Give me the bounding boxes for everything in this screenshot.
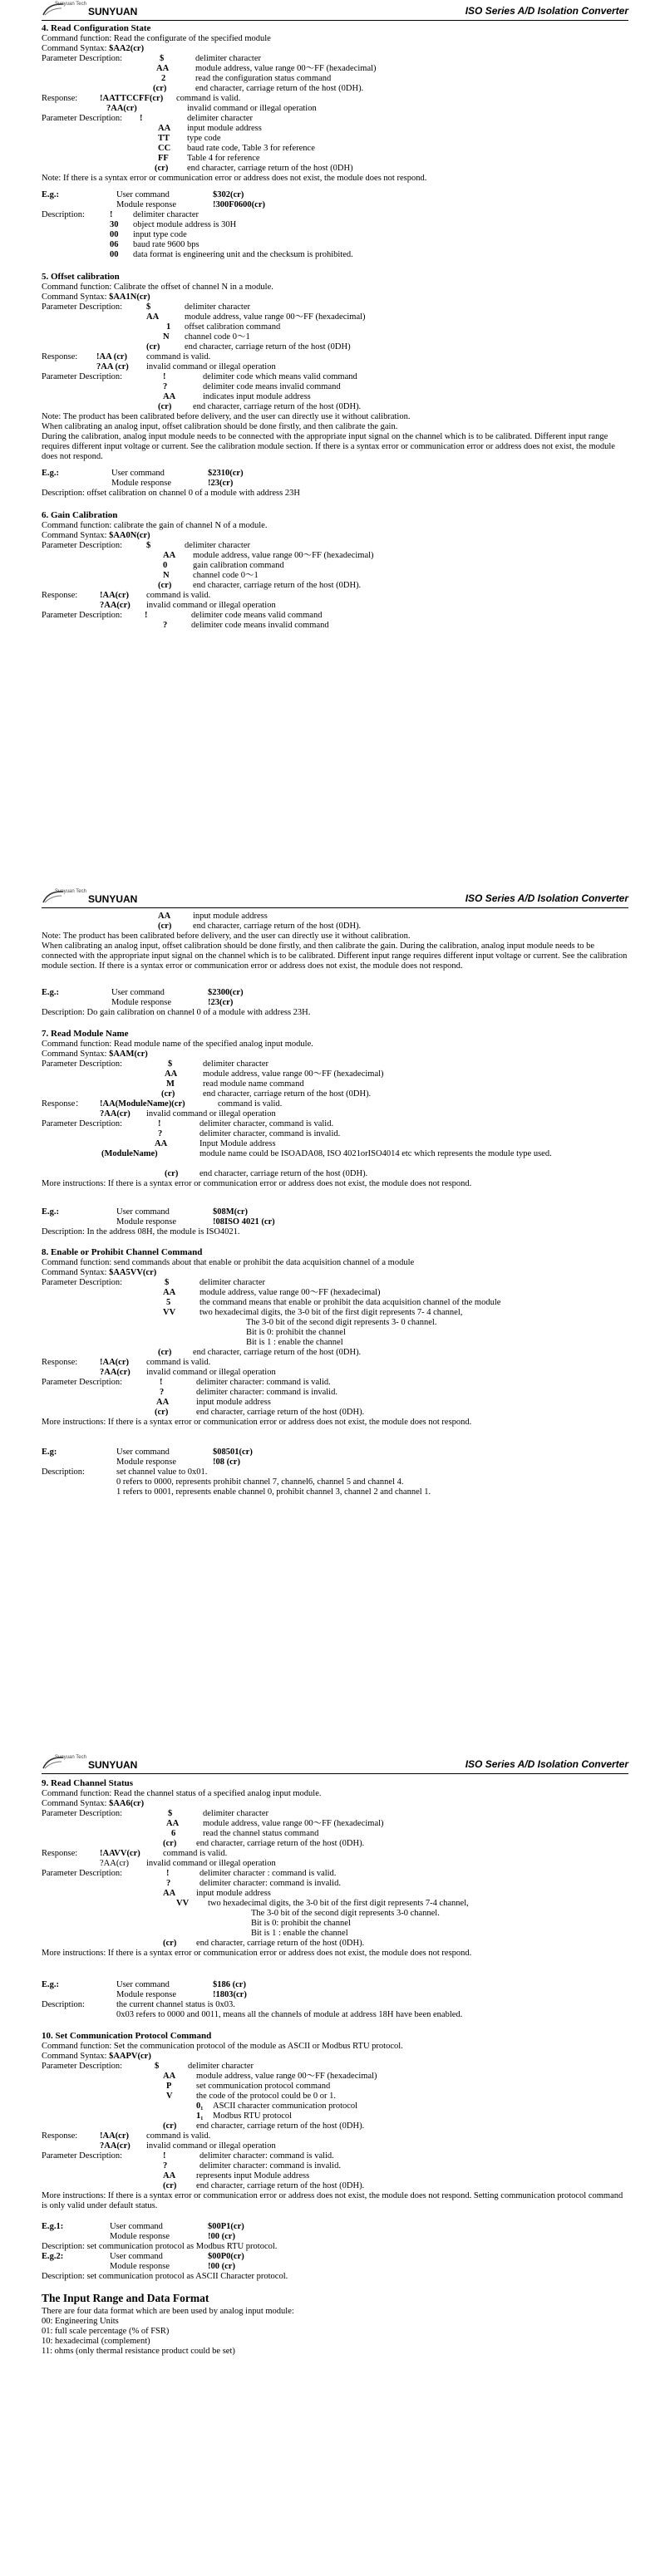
param-desc: channel code 0〜1 [185,332,250,342]
param-symbol: AA [163,2072,176,2081]
example-module-response: !1803(cr) [213,1990,247,1999]
param-symbol: CC [158,144,171,153]
command-syntax: Command Syntax: $AA1N(cr) [42,293,150,302]
page-header [42,2,628,21]
page-header [42,1755,628,1774]
param-symbol: $ [168,1809,173,1818]
example-response-label: Module response [111,479,172,488]
description-label: Description: [42,1467,85,1477]
param-desc: end character, carriage return of the host (0DH). [195,84,364,93]
param-symbol: (cr) [146,342,160,351]
param-symbol: AA [155,1139,168,1148]
param-desc: two hexadecimal digits, the 3-0 bit of the first digit represents 7- 4 channel, [200,1308,463,1317]
param-symbol: ? [163,382,168,391]
param-symbol: (cr) [161,1089,175,1099]
response-desc: invalid command or illegal operation [146,362,276,371]
example-module-response: !00 (cr) [208,2262,235,2271]
example-label: E.g.: [42,1980,59,1989]
section-title: 5. Offset calibration [42,272,120,282]
example-user-label: User command [116,190,170,199]
param-desc: end character, carriage return of the host (0DH) [185,342,351,351]
example-user-label: User command [116,1448,170,1457]
param-desc: end character, carriage return of the host (0DH). [196,2181,365,2190]
example-user-label: User command [116,1207,170,1217]
param-symbol: AA [156,64,170,73]
description: set channel value to 0x01. [116,1467,208,1477]
command-function: Command function: Set the communication protocol of the module as ASCII or Modbus RTU protocol. [42,2042,403,2051]
desc-symbol: ! [110,210,113,219]
param-symbol: P [166,2082,172,2091]
series-title: ISO Series A/D Isolation Converter [465,5,628,17]
param-desc: delimiter character [200,1278,265,1287]
param-symbol: (cr) [165,1169,179,1178]
param-desc: the code of the protocol could be 0 or 1. [196,2092,336,2101]
brand-small-text: Sunyuan Tech [55,889,86,894]
param-symbol: AA [146,312,160,322]
response-desc: command is valid. [176,94,241,103]
example-user-command: $00P0(cr) [208,2252,244,2261]
param-label: Parameter Description: [42,1119,123,1128]
param-symbol: 5 [166,1298,171,1307]
param-symbol: N [163,571,170,580]
param-desc: ASCII character communication protocol [213,2102,358,2111]
param-desc: delimiter character: command is valid. [200,2151,334,2161]
example-label: E.g.2: [42,2252,64,2261]
more-instructions: More instructions: If there is a syntax error or communication error or address does not exist, the module does not respond. [42,1949,472,1958]
command-function: Command function: calibrate the gain of channel N of a module. [42,521,268,530]
example-response-label: Module response [116,200,177,209]
series-title: ISO Series A/D Isolation Converter [465,1758,628,1770]
response-label: Response: [42,94,78,103]
param-desc: input module address [187,124,262,133]
response-code: ?AA(cr) [100,601,131,610]
description: Description: set communication protocol as Modbus RTU protocol. [42,2242,278,2251]
param-desc: The 3-0 bit of the second digit represents 3- 0 channel. [246,1318,437,1327]
example-response-label: Module response [116,1458,177,1467]
response-desc: invalid command or illegal operation [187,104,317,113]
param-symbol: VV [163,1308,176,1317]
response-desc: invalid command or illegal operation [146,1859,276,1868]
param-desc: end character, carriage return of the host (0DH). [203,1089,372,1099]
note: When calibrating an analog input, offset calibration should be done firstly, and then calibrate the gain. During the calibration, analog input module needs to be connected with the appropriate input signal on the channel which is to be calibrated. Different input range requires different input voltage or current. See the calibration module section. If there is a syntax error or communication error or address does not exist, the module does not respond. [42,941,628,971]
param-desc: module name could be ISOADA08, ISO 4021orISO4014 etc which represents the module type used. [200,1149,552,1158]
example-module-response: !00 (cr) [208,2232,235,2241]
command-syntax: Command Syntax: $AAPV(cr) [42,2052,151,2061]
desc-text: delimiter character [133,210,199,219]
note: During the calibration, analog input module needs to be connected with the appropriate input signal on the channel which is to be calibrated. Different input range requires different input voltage or current. See the calibration module section. If there is a syntax error or communication error or address does not exist, the module does not respond. [42,432,615,461]
param-desc: Bit is 0: prohibit the channel [246,1328,346,1337]
param-symbol: M [166,1079,175,1089]
note: When calibrating an analog input, offset calibration should be done firstly, and then calibrate the gain. [42,422,398,431]
param-desc: end character, carriage return of the host (0DH). [196,2121,365,2131]
param-desc: Input Module address [200,1139,276,1148]
response-code: ?AA(cr) [100,2141,131,2151]
param-desc: delimiter character: command is invalid. [200,2161,341,2170]
param-symbol: N [163,332,170,342]
example-user-label: User command [110,2222,163,2231]
param-label: Parameter Description: [42,1869,123,1878]
param-desc: module address, value range 00〜FF (hexadecimal) [193,551,374,560]
desc-symbol: 06 [110,240,119,249]
param-desc: end character, carriage return of the host (0DH). [196,1408,365,1417]
example-user-label: User command [111,469,165,478]
param-desc: delimiter character, command is valid. [200,1119,334,1128]
example-label: E.g.: [42,988,59,997]
example-user-command: $186 (cr) [213,1980,246,1989]
param-symbol: AA [165,1069,178,1079]
param-symbol: $ [165,1278,170,1287]
param-label: Parameter Description: [42,302,123,312]
note: Note: The product has been calibrated before delivery, and the user can directly use it without calibration. [42,932,411,941]
series-title: ISO Series A/D Isolation Converter [465,892,628,904]
example-user-label: User command [110,2252,163,2261]
example-user-label: User command [116,1980,170,1989]
param-desc: two hexadecimal digits, the 3-0 bit of the first digit represents 7-4 channel, [208,1899,469,1908]
response-desc: command is valid. [218,1099,283,1109]
param-desc: delimiter code means invalid command [203,382,341,391]
response-desc: invalid command or illegal operation [146,601,276,610]
param-symbol: (cr) [153,84,167,93]
param-desc: Modbus RTU protocol [213,2111,293,2121]
desc-symbol: 00 [110,250,119,259]
param-desc: delimiter character, command is invalid. [200,1129,341,1138]
brand-name: SUNYUAN [88,893,138,905]
param-label: Parameter Description: [42,541,123,550]
param-desc: module address, value range 00〜FF (hexadecimal) [185,312,366,322]
response-code: ?AA(cr) [100,1368,131,1377]
param-symbol: ? [158,1129,163,1138]
example-module-response: !300F0600(cr) [213,200,265,209]
param-symbol: AA [163,392,176,401]
command-syntax: Command Syntax: $AA0N(cr) [42,531,150,540]
param-desc: gain calibration command [193,561,284,570]
example-response-label: Module response [111,998,172,1007]
example-label: E.g.: [42,469,59,478]
param-desc: delimiter character [185,302,250,312]
example-response-label: Module response [110,2232,170,2241]
param-label: Parameter Description: [42,611,123,620]
param-desc: end character, carriage return of the host (0DH). [193,922,362,931]
param-desc: offset calibration command [185,322,281,332]
param-desc: delimiter code means invalid command [191,621,329,630]
param-desc: delimiter code means valid command [191,611,323,620]
param-desc: delimiter character [187,114,253,123]
param-desc: module address, value range 00〜FF (hexadecimal) [203,1069,384,1079]
response-label: Response: [42,352,78,361]
param-symbol: ! [163,2151,166,2161]
param-desc: input module address [193,912,268,921]
param-symbol: AA [163,2171,176,2180]
description: 0 refers to 0000, represents prohibit channel 7, channel6, channel 5 and channel 4. [116,1477,404,1487]
section-title: 8. Enable or Prohibit Channel Command [42,1247,203,1257]
param-symbol: (cr) [163,1939,177,1948]
response-code: ?AA (cr) [96,362,129,371]
note: Note: If there is a syntax error or communication error or address does not exist, the module does not respond. [42,174,427,183]
command-syntax: Command Syntax: $AA5VV(cr) [42,1268,157,1277]
response-label: Response: [42,2131,78,2141]
param-symbol: (cr) [163,2181,177,2190]
param-desc: delimiter character: command is valid. [196,1378,331,1387]
param-symbol: VV [176,1899,190,1908]
param-label: Parameter Description: [42,2151,123,2161]
param-desc: delimiter code which means valid command [203,372,357,381]
param-desc: Bit is 1 : enable the channel [246,1338,343,1347]
brand-small-text: Sunyuan Tech [55,2,86,7]
param-desc: end character, carriage return of the host (0DH). [193,1348,362,1357]
response-desc: invalid command or illegal operation [146,1109,276,1118]
param-desc: indicates input module address [203,392,311,401]
param-symbol: 6 [171,1829,176,1838]
example-user-command: $302(cr) [213,190,244,199]
response-label: Response: [42,1849,78,1858]
param-desc: delimiter character [203,1059,268,1069]
param-symbol: $ [146,302,151,312]
param-symbol: (cr) [158,1348,172,1357]
desc-text: object module address is 30H [133,220,237,229]
param-desc: read the channel status command [203,1829,319,1838]
param-label: Parameter Description: [42,54,123,63]
param-desc: Bit is 0: prohibit the channel [251,1919,351,1928]
param-desc: end character, carriage return of the host (0DH). [193,402,362,411]
description: 1 refers to 0001, represents enable channel 0, prohibit channel 3, channel 2 and channel 1. [116,1487,431,1497]
param-symbol: AA [158,124,171,133]
section-title: 10. Set Communication Protocol Command [42,2031,212,2041]
param-symbol: ! [140,114,143,123]
param-symbol: ? [166,1879,171,1888]
command-function: Command function: Read module name of the specified analog input module. [42,1040,313,1049]
response-code: ?AA(cr) [100,1859,129,1868]
format-item: 00: Engineering Units [42,2317,119,2326]
param-desc: the command means that enable or prohibit the data acquisition channel of the module [200,1298,501,1307]
response-desc: invalid command or illegal operation [146,2141,276,2151]
example-label: E.g.: [42,190,59,199]
param-label: Parameter Description: [42,372,123,381]
param-label: Parameter Description: [42,2062,123,2071]
param-symbol: ? [163,2161,168,2170]
more-instructions: More instructions: If there is a syntax error or communication error or address does not exist, the module does not respond. [42,1418,472,1427]
param-symbol: V [166,2092,173,2101]
page-header [42,889,628,908]
command-function: Command function: Calibrate the offset of channel N in a module. [42,283,273,292]
param-symbol: 2 [161,74,166,83]
param-desc: input module address [196,1398,271,1407]
param-symbol: ! [145,611,148,620]
command-syntax: Command Syntax: $AA2(cr) [42,44,145,53]
param-desc: delimiter character: command is invalid. [196,1388,337,1397]
param-symbol: ? [160,1388,165,1397]
param-symbol: (cr) [158,922,172,931]
description: Description: set communication protocol as ASCII Character protocol. [42,2272,288,2281]
description: 0x03 refers to 0000 and 0011, means all the channels of module at address 18H have been enabled. [116,2010,463,2019]
description: the current channel status is 0x03. [116,2000,235,2009]
param-label: Parameter Description: [42,1378,123,1387]
param-desc: read module name command [203,1079,304,1089]
param-desc: input module address [196,1889,271,1898]
param-symbol: (cr) [163,1839,177,1848]
section-title: 7. Read Module Name [42,1029,129,1039]
response-label: Response: [42,1358,78,1367]
response-code: !AA(cr) [100,1358,129,1367]
example-label: E.g.: [42,1207,59,1217]
example-module-response: !23(cr) [208,479,234,488]
param-desc: represents input Module address [196,2171,310,2180]
param-symbol: AA [163,1288,176,1297]
param-desc: end character, carriage return of the host (0DH). [200,1169,368,1178]
example-module-response: !23(cr) [208,998,234,1007]
example-user-command: $2310(cr) [208,469,244,478]
example-user-label: User command [111,988,165,997]
param-symbol: 1₁ [196,2111,204,2121]
param-desc: end character, carriage return of the host (0DH). [196,1939,365,1948]
param-symbol: AA [158,912,171,921]
brand-name: SUNYUAN [88,1759,138,1771]
section-title: 6. Gain Calibration [42,510,118,520]
command-function: Command function: Read the channel status of a specified analog input module. [42,1789,322,1798]
param-symbol: (cr) [155,1408,169,1417]
param-desc: end character, carriage return of the host (0DH). [193,581,362,590]
param-symbol: $ [168,1059,173,1069]
response-desc: command is valid. [146,1358,211,1367]
param-symbol: $ [160,54,165,63]
param-desc: delimiter character : command is valid. [200,1869,337,1878]
param-symbol: ! [163,372,166,381]
desc-symbol: 00 [110,230,119,239]
response-label: Response: [42,591,78,600]
param-symbol: ? [163,621,168,630]
section-title: 4. Read Configuration State [42,23,151,33]
param-symbol: ! [158,1119,161,1128]
response-desc: command is valid. [146,591,211,600]
command-function: Command function: send commands about that enable or prohibit the data acquisition channel of a module [42,1258,415,1267]
response-code: !AA (cr) [96,352,128,361]
param-symbol: (ModuleName) [101,1149,158,1158]
param-desc: end character, carriage return of the host (0DH) [187,164,353,173]
description: Description: In the address 08H, the module is ISO4021. [42,1227,240,1236]
response-desc: command is valid. [146,352,211,361]
example-response-label: Module response [110,2262,170,2271]
section-title: 9. Read Channel Status [42,1778,134,1788]
example-module-response: !08ISO 4021 (cr) [213,1217,275,1227]
param-desc: delimiter character [203,1809,268,1818]
response-code: !AA(cr) [100,591,129,600]
response-code: ?AA(cr) [106,104,137,113]
response-label: Response： [42,1099,84,1109]
param-desc: set communication protocol command [196,2082,331,2091]
brand-small-text: Sunyuan Tech [55,1755,86,1760]
param-symbol: FF [158,154,169,163]
param-desc: module address, value range 00〜FF (hexadecimal) [203,1819,384,1828]
param-desc: module address, value range 00〜FF (hexadecimal) [195,64,377,73]
param-desc: Bit is 1 : enable the channel [251,1929,348,1938]
param-symbol: $ [146,541,151,550]
param-desc: delimiter character [185,541,250,550]
example-user-command: $08501(cr) [213,1448,253,1457]
response-code: ?AA(cr) [100,1109,131,1118]
response-desc: invalid command or illegal operation [146,1368,276,1377]
command-syntax: Command Syntax: $AA6(cr) [42,1799,145,1808]
format-item: 11: ohms (only thermal resistance product could be set) [42,2347,235,2356]
desc-text: data format is engineering unit and the checksum is prohibited. [133,250,353,259]
desc-text: baud rate 9600 bps [133,240,200,249]
param-symbol: 1 [166,322,171,332]
description: Description: Do gain calibration on channel 0 of a module with address 23H. [42,1008,311,1017]
intro-text: There are four data format which are been used by analog input module: [42,2307,294,2316]
example-user-command: $00P1(cr) [208,2222,244,2231]
section-title: The Input Range and Data Format [42,2292,209,2304]
param-symbol: AA [163,1889,176,1898]
param-symbol: (cr) [155,164,169,173]
param-symbol: 0₁ [196,2102,204,2111]
param-desc: delimiter character [195,54,261,63]
param-symbol: AA [166,1819,180,1828]
example-label: E.g.1: [42,2222,64,2231]
param-symbol: AA [163,551,176,560]
param-desc: Table 4 for reference [187,154,260,163]
param-label: Parameter Description: [42,1059,123,1069]
command-syntax: Command Syntax: $AAM(cr) [42,1050,148,1059]
response-desc: command is valid. [163,1849,228,1858]
response-desc: command is valid. [146,2131,211,2141]
param-label: Parameter Description: [42,114,123,123]
command-function: Command function: Read the configurate of the specified module [42,34,271,43]
example-response-label: Module response [116,1990,177,1999]
desc-text: input type code [133,230,187,239]
brand-name: SUNYUAN [88,6,138,17]
param-symbol: $ [155,2062,160,2071]
response-code: !AA(cr) [100,2131,129,2141]
param-symbol: (cr) [158,402,172,411]
param-desc: module address, value range 00〜FF (hexadecimal) [200,1288,381,1297]
example-module-response: !08 (cr) [213,1458,240,1467]
param-symbol: (cr) [163,2121,177,2131]
param-symbol: ! [166,1869,170,1878]
format-item: 01: full scale percentage (% of FSR) [42,2327,170,2336]
response-code: !AA(ModuleName)(cr) [100,1099,185,1109]
param-desc: baud rate code, Table 3 for reference [187,144,315,153]
param-symbol: 0 [163,561,168,570]
format-item: 10: hexadecimal (complement) [42,2337,150,2346]
note: Note: The product has been calibrated before delivery, and the user can directly use it without calibration. [42,412,411,421]
more-instructions: More instructions: If there is a syntax error or communication error or address does not exist, the module does not respond. Setting communication protocol command is only valid under default status. [42,2191,623,2210]
param-label: Parameter Description: [42,1809,123,1818]
param-symbol: AA [156,1398,170,1407]
param-desc: type code [187,134,221,143]
param-desc: module address, value range 00〜FF (hexadecimal) [196,2072,377,2081]
param-symbol: TT [158,134,170,143]
description: Description: offset calibration on channel 0 of a module with address 23H [42,489,300,498]
param-desc: delimiter character: command is invalid. [200,1879,341,1888]
param-label: Parameter Description: [42,1278,123,1287]
example-user-command: $08M(cr) [213,1207,248,1217]
description-label: Description: [42,2000,85,2009]
param-symbol: ! [160,1378,163,1387]
param-desc: The 3-0 bit of the second digit represents 3-0 channel. [251,1909,440,1918]
param-desc: channel code 0〜1 [193,571,259,580]
response-code: !AAVV(cr) [100,1849,140,1858]
example-user-command: $2300(cr) [208,988,244,997]
more-instructions: More instructions: If there is a syntax error or communication error or address does not exist, the module does not respond. [42,1179,472,1188]
example-label: E.g: [42,1448,57,1457]
param-desc: delimiter character [188,2062,254,2071]
response-code: !AATTCCFF(cr) [100,94,164,103]
param-desc: end character, carriage return of the host (0DH). [196,1839,365,1848]
description-label: Description: [42,210,85,219]
example-response-label: Module response [116,1217,177,1227]
desc-symbol: 30 [110,220,119,229]
param-desc: read the configuration status command [195,74,332,83]
param-symbol: (cr) [158,581,172,590]
